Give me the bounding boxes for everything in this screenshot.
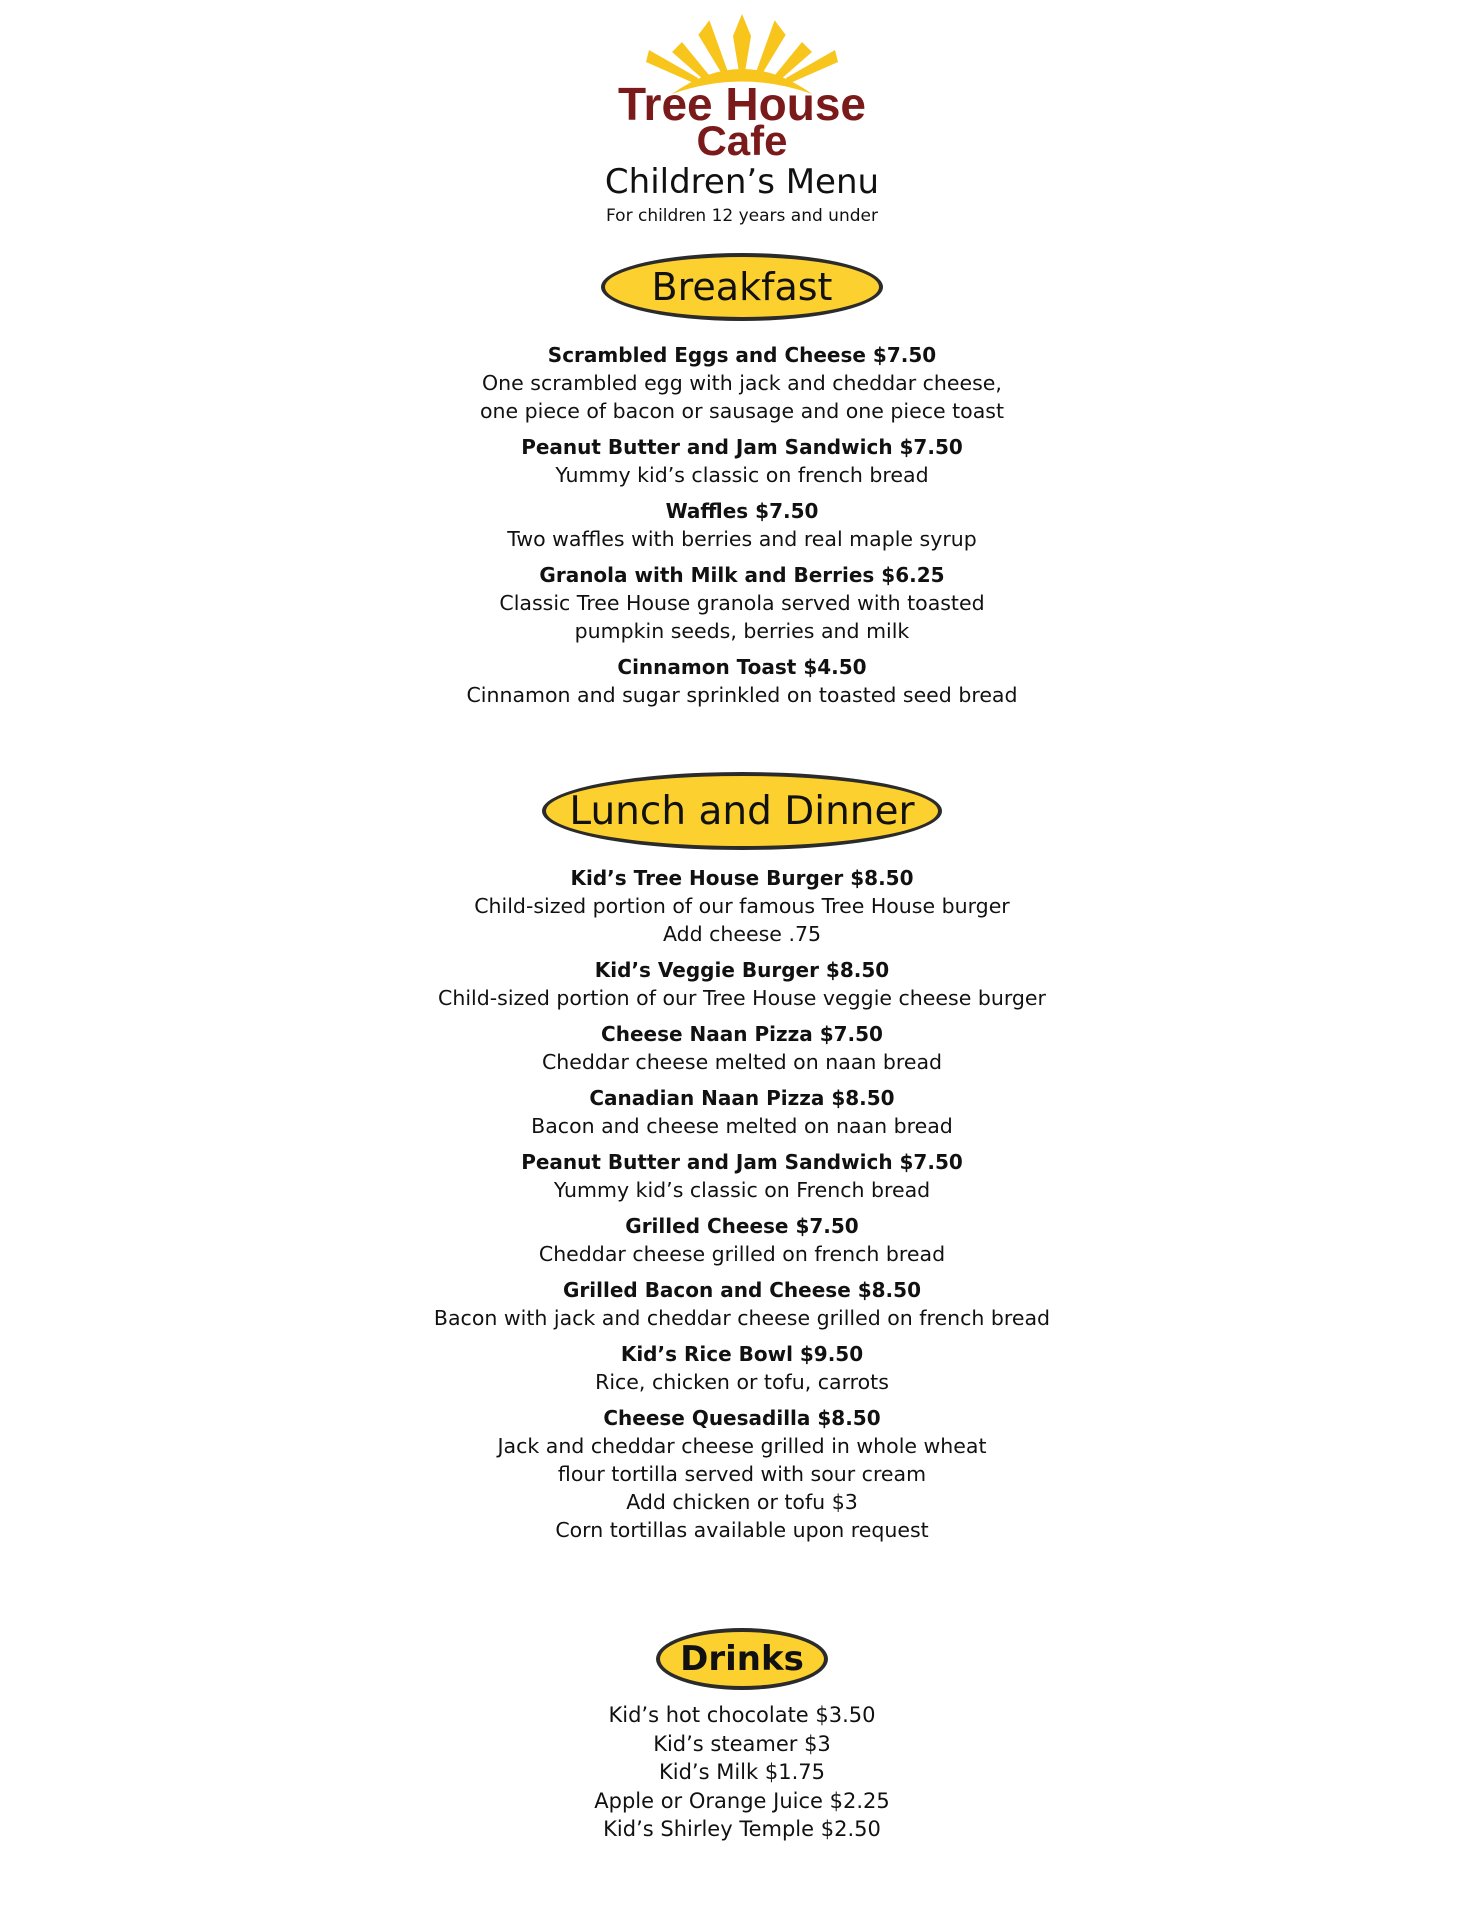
- menu-item: [0, 497, 1484, 553]
- menu-item-description: Cheddar cheese grilled on french bread: [538, 1242, 946, 1266]
- menu-item-title: Kid’s Veggie Burger $8.50: [594, 958, 890, 982]
- menu-item-title: Cinnamon Toast $4.50: [617, 655, 867, 679]
- section-badge-breakfast: [601, 253, 883, 321]
- menu-item: [0, 433, 1484, 489]
- menu-item-title: Cheese Naan Pizza $7.50: [601, 1022, 883, 1046]
- logo-line-2: Cafe: [696, 117, 788, 164]
- menu-item: [0, 864, 1484, 948]
- breakfast-items: [0, 341, 1484, 717]
- menu-item: [0, 1020, 1484, 1076]
- menu-item-title: Peanut Butter and Jam Sandwich $7.50: [521, 435, 963, 459]
- menu-item-description: flour tortilla served with sour cream: [557, 1462, 927, 1486]
- menu-item-title: Kid’s Tree House Burger $8.50: [570, 866, 914, 890]
- drink-item: Kid’s steamer $3: [653, 1731, 831, 1756]
- menu-item-title: Canadian Naan Pizza $8.50: [589, 1086, 895, 1110]
- lunch-items: [0, 864, 1484, 1552]
- menu-item-title: Cheese Quesadilla $8.50: [603, 1406, 881, 1430]
- menu-item-description: Child-sized portion of our Tree House veggie cheese burger: [438, 986, 1046, 1010]
- drink-item: Apple or Orange Juice $2.25: [594, 1788, 890, 1813]
- menu-item-title: Peanut Butter and Jam Sandwich $7.50: [521, 1150, 963, 1174]
- menu-item-description: Bacon with jack and cheddar cheese grilled on french bread: [433, 1306, 1051, 1330]
- menu-item-description: Child-sized portion of our famous Tree House burger: [474, 894, 1010, 918]
- menu-item: [0, 653, 1484, 709]
- menu-item-title: Scrambled Eggs and Cheese $7.50: [547, 343, 937, 367]
- section-heading-drinks: Drinks: [680, 1639, 804, 1679]
- menu-item: [0, 341, 1484, 425]
- section-badge-drinks: [656, 1628, 828, 1690]
- menu-item: [0, 1340, 1484, 1396]
- menu-item-description: pumpkin seeds, berries and milk: [574, 619, 910, 643]
- sun-logo-icon: [612, 14, 872, 164]
- menu-item-title: Waffles $7.50: [665, 499, 819, 523]
- menu-item-description: Cheddar cheese melted on naan bread: [541, 1050, 943, 1074]
- tree-house-cafe-logo: [0, 14, 1484, 164]
- menu-item-description: Bacon and cheese melted on naan bread: [531, 1114, 953, 1138]
- menu-item-description: Yummy kid’s classic on french bread: [555, 463, 929, 487]
- drink-item: Kid’s Shirley Temple $2.50: [603, 1817, 881, 1841]
- section-heading-breakfast: Breakfast: [651, 265, 833, 309]
- menu-item: [0, 1148, 1484, 1204]
- menu-item: [0, 1276, 1484, 1332]
- menu-item-description: Add cheese .75: [662, 922, 822, 946]
- section-heading-lunch: Lunch and Dinner: [569, 788, 915, 834]
- menu-item-title: Granola with Milk and Berries $6.25: [539, 563, 945, 587]
- menu-item-description: Rice, chicken or tofu, carrots: [595, 1370, 889, 1394]
- menu-item-description: Cinnamon and sugar sprinkled on toasted seed bread: [466, 683, 1018, 707]
- logo-line-1: Tree House: [618, 78, 866, 130]
- menu-item-title: Kid’s Rice Bowl $9.50: [620, 1342, 864, 1366]
- menu-item-description: One scrambled egg with jack and cheddar cheese,: [482, 371, 1002, 395]
- menu-item: [0, 1084, 1484, 1140]
- menu-subtitle: For children 12 years and under: [606, 206, 878, 226]
- menu-item: [0, 1212, 1484, 1268]
- menu-title: Children’s Menu: [604, 162, 880, 202]
- drinks-items: [0, 1701, 1484, 1844]
- menu-item: [0, 956, 1484, 1012]
- menu-item-description: Corn tortillas available upon request: [555, 1518, 929, 1542]
- drink-item: Kid’s Milk $1.75: [659, 1760, 825, 1784]
- drink-item: Kid’s hot chocolate $3.50: [608, 1703, 876, 1727]
- menu-item: [0, 561, 1484, 645]
- menu-item-title: Grilled Cheese $7.50: [625, 1214, 859, 1238]
- menu-item-description: Two waffles with berries and real maple syrup: [507, 527, 977, 551]
- section-badge-lunch: [542, 772, 942, 850]
- menu-item-description: Classic Tree House granola served with toasted: [499, 591, 985, 615]
- menu-item-description: Jack and cheddar cheese grilled in whole wheat: [497, 1434, 987, 1458]
- menu-item-description: Add chicken or tofu $3: [626, 1490, 858, 1514]
- menu-item-title: Grilled Bacon and Cheese $8.50: [563, 1278, 921, 1302]
- menu-item-description: one piece of bacon or sausage and one piece toast: [480, 399, 1004, 423]
- menu-item: [0, 1404, 1484, 1544]
- menu-item-description: Yummy kid’s classic on French bread: [553, 1178, 931, 1202]
